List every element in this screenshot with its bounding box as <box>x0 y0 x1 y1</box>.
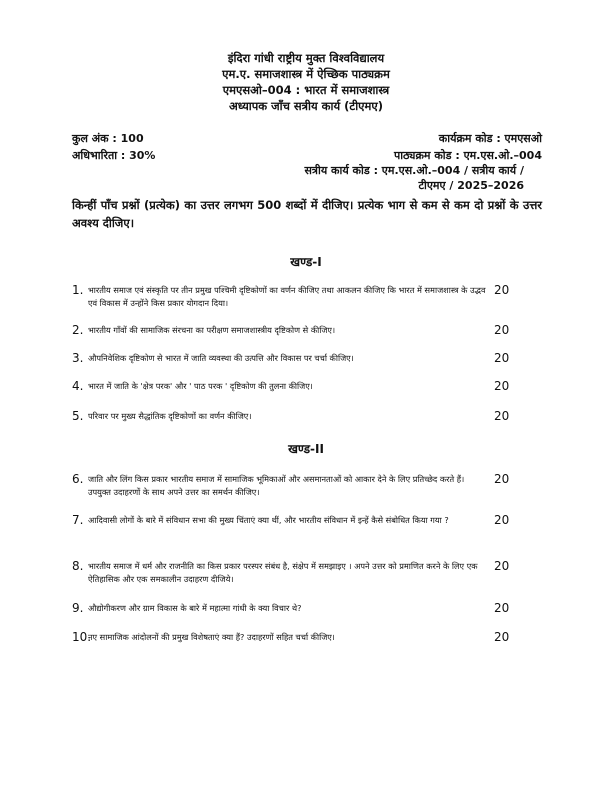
question-number: 7. <box>72 513 84 527</box>
question-number: 4. <box>72 379 84 393</box>
weightage: अधिभारिता : 30% <box>72 149 156 162</box>
question-number: 1. <box>72 283 84 297</box>
question-text: जाति और लिंग किस प्रकार भारतीय समाज में सामाजिक भूमिकाओं और असमानताओं को आकार देने के लिए प्रतिच्छेद करते हैं। उपयुक्त उदाहरणों के साथ अपने उत्तर का समर्थन कीजिए। <box>88 474 465 497</box>
programme-code: कार्यक्रम कोड : एमएसओ <box>438 132 542 145</box>
instructions: किन्हीं पाँच प्रश्नों (प्रत्येक) का उत्तर लगभग 500 शब्दों में दीजिए। प्रत्येक भाग से कम से कम दो प्रश्नों के उत्तर अवश्य दीजिए। <box>72 198 542 230</box>
question-number: 5. <box>72 409 84 423</box>
question-text: भारतीय गाँवों की सामाजिक संरचना का परीक्षण समाजशास्त्रीय दृष्टिकोण से कीजिए। <box>88 325 336 335</box>
question-number: 6. <box>72 472 84 486</box>
question-marks: 20 <box>494 323 510 337</box>
assignment-code-line1: सत्रीय कार्य कोड : एम.एस.ओ.–004 / सत्रीय कार्य / <box>304 164 524 177</box>
course-title: एमएसओ–004 : भारत में समाजशास्त्र <box>222 83 390 97</box>
question-text: भारतीय समाज में धर्म और राजनीति का किस प्रकार परस्पर संबंध है, संक्षेप में समझाइए । अपने उत्तर को प्रमाणित करने के लिए एक ऐतिहासिक और एक समकालीन उदाहरण दीजिये। <box>88 561 478 584</box>
question-text: आदिवासी लोगों के बारे में संविधान सभा की मुख्य चिंताएं क्या थीं, और भारतीय संविधान में इन्हें कैसे संबोधित किया गया ? <box>88 515 449 525</box>
question-text: भारतीय समाज एवं संस्कृति पर तीन प्रमुख पश्चिमी दृष्टिकोणों का वर्णन कीजिए तथा आकलन कीजिए कि भारत में समाजशास्त्र के उद्भव एवं विकास में उन्होंने किस प्रकार योगदान दिया। <box>88 285 486 308</box>
assignment-title: अध्यापक जाँच सत्रीय कार्य (टीएमए) <box>228 99 384 113</box>
question-marks: 20 <box>494 630 510 644</box>
question-text: औपनिवेशिक दृष्टिकोण से भारत में जाति व्यवस्था की उत्पत्ति और विकास पर चर्चा कीजिए। <box>88 353 354 363</box>
question-marks: 20 <box>494 409 510 423</box>
question-number: 2. <box>72 323 84 337</box>
question-text: नए सामाजिक आंदोलनों की प्रमुख विशेषताएं क्या हैं? उदाहरणों सहित चर्चा कीजिए। <box>88 632 335 642</box>
question-marks: 20 <box>494 283 510 297</box>
section-2-title: खण्ड-II <box>288 442 324 456</box>
question-marks: 20 <box>494 351 510 365</box>
question-marks: 20 <box>494 513 510 527</box>
question-marks: 20 <box>494 379 510 393</box>
course-code: पाठ्यक्रम कोड : एम.एस.ओ.–004 <box>393 149 542 162</box>
question-number: 8. <box>72 559 84 573</box>
question-number: 3. <box>72 351 84 365</box>
question-number: 10. <box>72 630 92 644</box>
question-marks: 20 <box>494 601 510 615</box>
total-marks: कुल अंक : 100 <box>72 132 144 145</box>
programme-title: एम.ए. समाजशास्त्र में ऐच्छिक पाठ्यक्रम <box>222 67 390 81</box>
question-text: औद्योगीकरण और ग्राम विकास के बारे में महात्मा गांधी के क्या विचार थे? <box>88 603 302 613</box>
section-1-title: खण्ड-I <box>290 255 322 269</box>
assignment-code-line2: टीएमए / 2025–2026 <box>418 179 524 192</box>
question-text: परिवार पर मुख्य सैद्धांतिक दृष्टिकोणों का वर्णन कीजिए। <box>88 411 252 421</box>
document-header <box>0 50 612 114</box>
question-number: 9. <box>72 601 84 615</box>
university-name: इंदिरा गांधी राष्ट्रीय मुक्त विश्वविद्यालय <box>227 51 385 65</box>
question-marks: 20 <box>494 559 510 573</box>
question-text: भारत में जाति के 'क्षेत्र परक' और ' पाठ परक ' दृष्टिकोण की तुलना कीजिए। <box>88 381 313 391</box>
question-marks: 20 <box>494 472 510 486</box>
